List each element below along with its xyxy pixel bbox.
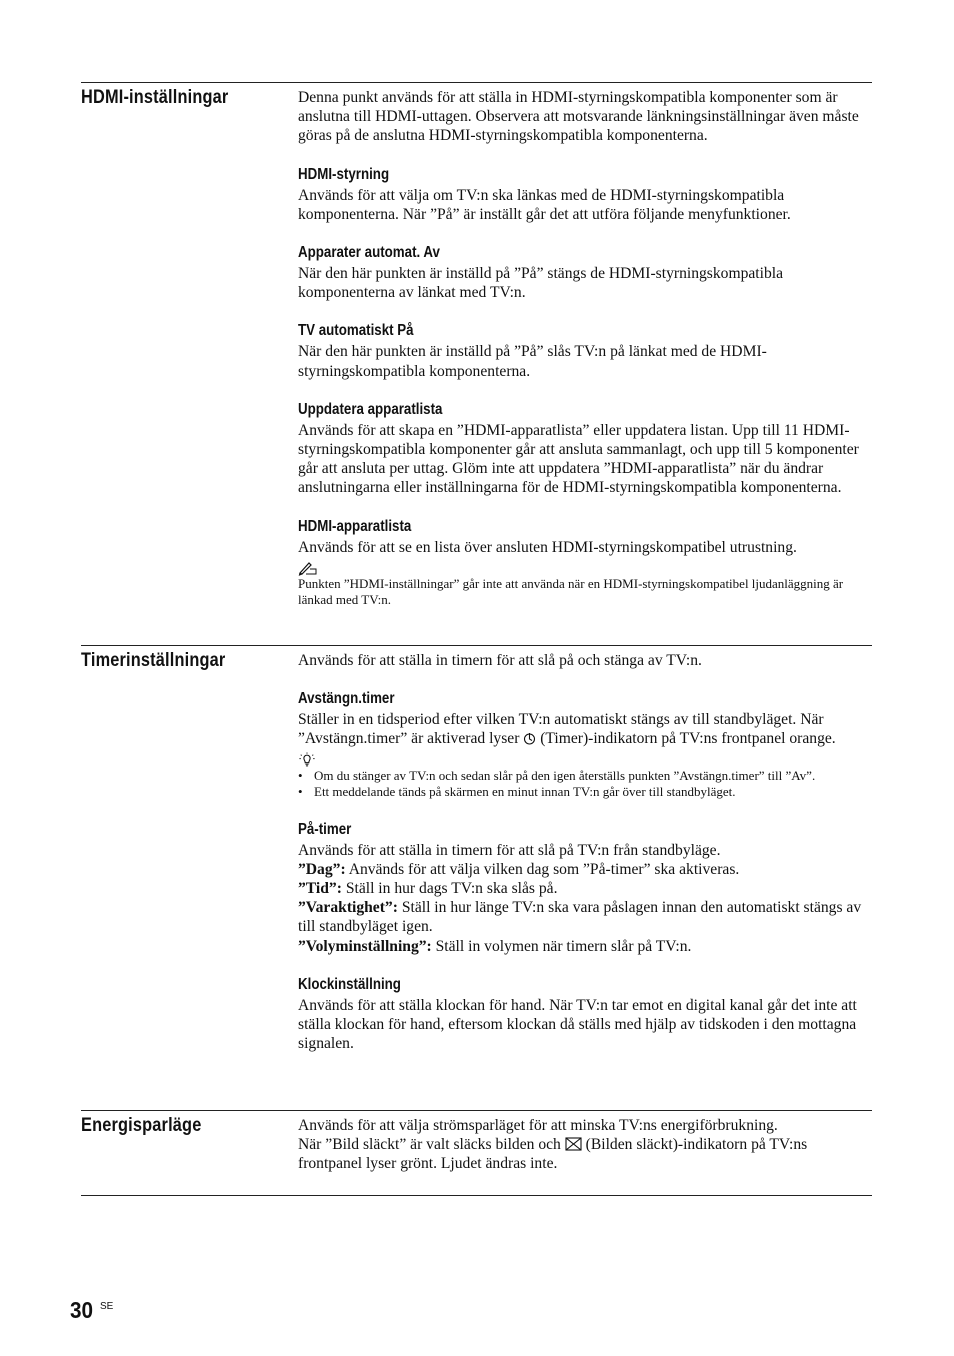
section-title-energy: Energisparläge bbox=[81, 1115, 202, 1136]
item-title-auto-off: Apparater automat. Av bbox=[298, 244, 440, 262]
hdmi-intro: Denna punkt används för att ställa in HDMI-styrningskompatibla komponenter som är anslutna till HDMI-uttagen. Observera att motsvarande länkningsinställningar även måste göras på de anslutna HDMI-styrningskompatibla komponenterna. bbox=[298, 89, 859, 145]
item-text-tv-auto-on: När den här punkten är inställd på ”På” slås TV:n på länkat med de HDMI-styrningskompatibla komponenterna. bbox=[298, 343, 767, 380]
item-text-device-list: Används för att se en lista över ansluten HDMI-styrningskompatibel utrustning. bbox=[298, 538, 797, 556]
on-timer-option-duration: ”Varaktighet”: Ställ in hur länge TV:n ska vara påslagen innan den automatiskt stängs av till standbyläget igen. bbox=[298, 899, 862, 936]
hdmi-note: Punkten ”HDMI-inställningar” går inte att använda när en HDMI-styrningskompatibel ljudanläggning är länkad med TV:n. bbox=[298, 575, 844, 608]
section-body-timer bbox=[298, 651, 872, 1053]
item-text-auto-off: När den här punkten är inställd på ”På” stängs de HDMI-styrningskompatibla komponenterna av länkat med TV:n. bbox=[298, 265, 784, 302]
item-title-tv-auto-on: TV automatiskt På bbox=[298, 322, 414, 340]
section-body-energy bbox=[298, 1116, 872, 1174]
section-body-hdmi bbox=[298, 88, 872, 609]
on-timer-option-volume: ”Volyminställning”: Ställ in volymen när timern slår på TV:n. bbox=[298, 937, 692, 955]
energy-text-line2: När ”Bild släckt” är valt släcks bilden och (Bilden släckt)-indikatorn på TV:ns frontpanel lyser grönt. Ljudet ändras inte. bbox=[298, 1136, 808, 1173]
item-title-device-list: HDMI-apparatlista bbox=[298, 517, 412, 535]
page-number: 30 bbox=[70, 1297, 94, 1323]
timer-tips bbox=[298, 768, 872, 801]
item-title-on-timer: På-timer bbox=[298, 820, 352, 838]
item-text-hdmi-control: Används för att välja om TV:n ska länkas med de HDMI-styrningskompatibla komponenterna. När ”På” är inställt går det att utföra följande menyfunktioner. bbox=[298, 186, 791, 223]
section-energy-saving bbox=[81, 1110, 872, 1196]
note-pencil-icon bbox=[298, 560, 318, 576]
bottom-rule bbox=[81, 1195, 872, 1196]
on-timer-option-day: ”Dag”: Används för att välja vilken dag som ”På-timer” ska aktiveras. bbox=[298, 860, 740, 878]
page-suffix: SE bbox=[100, 1301, 114, 1312]
picture-off-icon bbox=[565, 1137, 582, 1151]
item-text-on-timer: Används för att ställa in timern för att slå på TV:n från standbyläge. bbox=[298, 841, 721, 859]
section-hdmi-settings bbox=[81, 82, 872, 646]
item-title-clock-setting: Klockinställning bbox=[298, 975, 401, 993]
timer-icon bbox=[523, 732, 536, 745]
on-timer-option-time: ”Tid”: Ställ in hur dags TV:n ska slås på. bbox=[298, 880, 558, 898]
tip-item: • Om du stänger av TV:n och sedan slår på den igen återställs punkten ”Avstängn.timer” till ”Av”. bbox=[298, 767, 816, 783]
tip-item: • Ett meddelande tänds på skärmen en minut innan TV:n går över till standbyläget. bbox=[298, 784, 736, 800]
item-text-sleep-timer: Ställer in en tidsperiod efter vilken TV:n automatiskt stängs av till standbyläget. När ”Avstängn.timer” är aktiverad lyser (Timer)-indikatorn på TV:ns frontpanel orange. bbox=[298, 711, 836, 748]
item-text-update-device-list: Används för att skapa en ”HDMI-apparatlista” eller uppdatera listan. Upp till 11 HDMI-styrningskompatibla komponenter går att ansluta sammanlagt, och upp till 5 komponenter går att ansluta per uttag. Glöm inte att uppdatera ”HDMI-apparatlista” när du ändrar anslutningarna eller inställningarna för de HDMI-styrningskompatibla komponenterna. bbox=[298, 421, 859, 497]
item-title-update-device-list: Uppdatera apparatlista bbox=[298, 400, 443, 418]
section-timer-settings bbox=[81, 645, 872, 1111]
energy-text-line1: Används för att välja strömsparläget för att minska TV:ns energiförbrukning. bbox=[298, 1117, 778, 1134]
item-text-clock-setting: Används för att ställa klockan för hand. När TV:n tar emot en digital kanal går det inte att ställa klockan för hand, eftersom klockan då ställs med hjälp av tidskoden i den mottagna signalen. bbox=[298, 996, 857, 1053]
item-title-sleep-timer: Avstängn.timer bbox=[298, 690, 395, 708]
section-title-hdmi: HDMI-inställningar bbox=[81, 87, 229, 108]
item-title-hdmi-control: HDMI-styrning bbox=[298, 165, 390, 183]
timer-intro: Används för att ställa in timern för att slå på och stänga av TV:n. bbox=[298, 652, 702, 669]
lightbulb-tip-icon bbox=[298, 752, 316, 768]
section-title-timer: Timerinställningar bbox=[81, 650, 226, 671]
